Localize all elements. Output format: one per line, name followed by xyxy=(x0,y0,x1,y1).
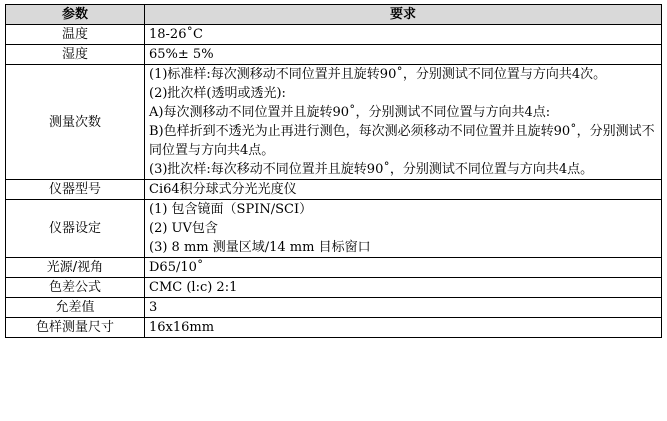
spec-table xyxy=(5,4,662,338)
row-measurement-count xyxy=(6,65,662,180)
requirement-instrument-settings xyxy=(145,200,662,258)
param-measurement-count: 测量次数 xyxy=(6,65,145,180)
param-instrument-settings: 仪器设定 xyxy=(6,200,145,258)
header-param: 参数 xyxy=(6,5,145,25)
table-header-row xyxy=(6,5,662,25)
requirement-temperature xyxy=(145,25,662,45)
param-humidity: 湿度 xyxy=(6,45,145,65)
row-sample-size xyxy=(6,318,662,338)
requirement-illuminant-observer xyxy=(145,258,662,278)
requirement-line: B)色样折到不透光为止再进行测色，每次测必须移动不同位置并且旋转90˚，分别测试不同位置与方向共4点。 xyxy=(149,124,655,158)
requirement-line: A)每次测移动不同位置并且旋转90˚，分别测试不同位置与方向共4点: xyxy=(149,105,551,120)
requirement-tolerance xyxy=(145,298,662,318)
param-illuminant-observer: 光源/视角 xyxy=(6,258,145,278)
requirement-instrument-model xyxy=(145,180,662,200)
requirement-humidity xyxy=(145,45,662,65)
row-humidity xyxy=(6,45,662,65)
param-color-difference-formula: 色差公式 xyxy=(6,278,145,298)
param-instrument-model: 仪器型号 xyxy=(6,180,145,200)
param-sample-size: 色样测量尺寸 xyxy=(6,318,145,338)
requirement-measurement-count xyxy=(145,65,662,180)
param-tolerance: 允差值 xyxy=(6,298,145,318)
requirement-line: 65%± 5% xyxy=(149,47,214,62)
requirement-line: CMC (l:c) 2:1 xyxy=(149,280,238,295)
requirement-line: (2) UV包含 xyxy=(149,221,218,236)
requirement-color-difference-formula xyxy=(145,278,662,298)
row-temperature xyxy=(6,25,662,45)
requirement-line: 18-26˚C xyxy=(149,27,203,42)
requirement-line: (3)批次样:每次移动不同位置并且旋转90˚，分别测试不同位置与方向共4点。 xyxy=(149,162,594,177)
requirement-line: (1) 包含镜面（SPIN/SCI） xyxy=(149,202,313,217)
row-color-difference-formula xyxy=(6,278,662,298)
header-requirement: 要求 xyxy=(145,5,662,25)
param-temperature: 温度 xyxy=(6,25,145,45)
row-tolerance xyxy=(6,298,662,318)
requirement-line: 16x16mm xyxy=(149,320,215,335)
requirement-line: (3) 8 mm 测量区域/14 mm 目标窗口 xyxy=(149,240,371,255)
requirement-line: 3 xyxy=(149,300,158,315)
requirement-sample-size xyxy=(145,318,662,338)
requirement-line: Ci64积分球式分光光度仪 xyxy=(149,182,297,197)
row-instrument-model xyxy=(6,180,662,200)
row-instrument-settings xyxy=(6,200,662,258)
row-illuminant-observer xyxy=(6,258,662,278)
requirement-line: D65/10˚ xyxy=(149,260,204,275)
requirement-line: (1)标准样:每次测移动不同位置并且旋转90˚，分别测试不同位置与方向共4次。 xyxy=(149,67,607,82)
requirement-line: (2)批次样(透明或透光): xyxy=(149,86,286,101)
